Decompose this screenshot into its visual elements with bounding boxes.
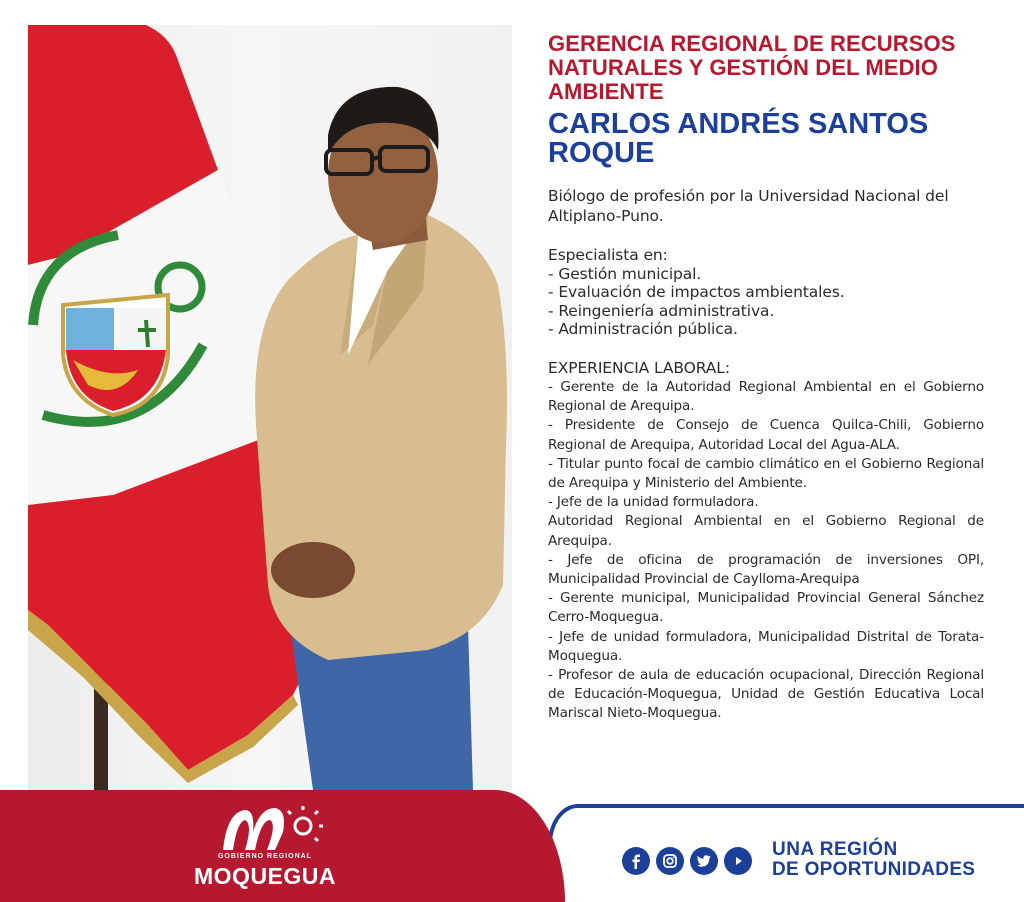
logo-subtitle: GOBIERNO REGIONAL — [217, 853, 312, 860]
slogan-line-1: UNA REGIÓN — [772, 839, 898, 860]
experience-item: - Profesor de aula de educación ocupacional, Dirección Regional de Educación-Moquegua, Unidad de Gestión Educativa Local Mariscal Nieto-Moquegua. — [548, 667, 984, 722]
social-icons — [622, 847, 752, 875]
experience-heading: EXPERIENCIA LABORAL: — [548, 358, 730, 377]
specialist-item: - Evaluación de impactos ambientales. — [548, 283, 845, 301]
slogan-line-2: DE OPORTUNIDADES — [772, 859, 976, 880]
portrait-photo — [28, 25, 512, 790]
logo-title: MOQUEGUA — [194, 863, 336, 889]
specialist-item: - Gestión municipal. — [548, 264, 702, 283]
experience-item: - Titular punto focal de cambio climático en el Gobierno Regional de Arequipa y Ministerio del Ambiente. — [548, 455, 984, 492]
person-name: CARLOS ANDRÉS SANTOS ROQUE — [548, 108, 929, 169]
experience-item: - Jefe de la unidad formuladora. — [548, 494, 759, 511]
specialist-heading: Especialista en: — [548, 246, 668, 264]
twitter-icon[interactable] — [690, 847, 718, 875]
specialist-item: - Administración pública. — [548, 320, 738, 338]
portrait-illustration — [28, 25, 512, 790]
youtube-icon[interactable] — [724, 847, 752, 875]
experience-list — [548, 378, 984, 724]
experience-section — [548, 359, 984, 724]
experience-item: - Gerente de la Autoridad Regional Ambiental en el Gobierno Regional de Arequipa. — [548, 379, 984, 415]
experience-item: - Gerente municipal, Municipalidad Provincial General Sánchez Cerro-Moquegua. — [548, 590, 984, 626]
instagram-icon[interactable] — [656, 847, 684, 875]
profile-text — [548, 32, 984, 724]
department-title: GERENCIA REGIONAL DE RECURSOS NATURALES Y GESTIÓN DEL MEDIO AMBIENTE — [548, 31, 956, 104]
experience-item: - Presidente de Consejo de Cuenca Quilca-Chili, Gobierno Regional de Arequipa, Autoridad Local del Agua-ALA. — [548, 417, 984, 453]
experience-item: - Jefe de unidad formuladora, Municipalidad Distrital de Torata-Moquegua. — [548, 628, 984, 664]
footer-banner — [0, 790, 1024, 902]
specialist-section — [548, 246, 984, 339]
experience-item: Autoridad Regional Ambiental en el Gobierno Regional de Arequipa. — [548, 513, 984, 549]
slogan — [772, 840, 975, 880]
experience-item: - Jefe de oficina de programación de inversiones OPI, Municipalidad Provincial de Caylloma-Arequipa — [548, 551, 984, 588]
specialist-item: - Reingeniería administrativa. — [548, 301, 775, 320]
moquegua-logo-icon — [215, 802, 325, 852]
bio-text: Biólogo de profesión por la Universidad Nacional del Altiplano-Puno. — [548, 187, 949, 225]
facebook-icon[interactable] — [622, 847, 650, 875]
